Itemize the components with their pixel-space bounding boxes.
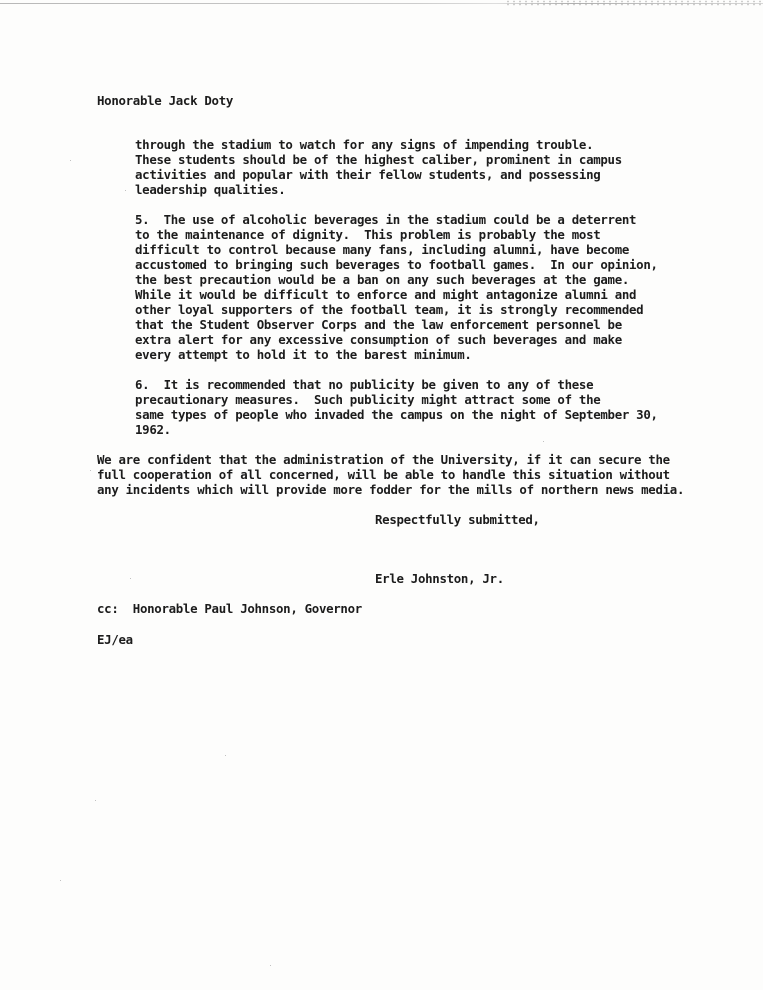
scan-speck	[70, 160, 71, 161]
scan-speck	[95, 800, 96, 801]
scan-speck	[125, 190, 126, 191]
scan-speck	[130, 578, 131, 579]
scan-edge-noise	[505, 0, 763, 6]
paragraph-6: 6. It is recommended that no publicity be given to any of these precautionary measures. Such publicity might attract some of the same types of people who invaded the campus on the night of September 30, 1962.	[135, 377, 658, 437]
sign-off: Respectfully submitted,	[375, 512, 540, 527]
scan-speck	[60, 880, 61, 881]
typist-initials: EJ/ea	[97, 632, 133, 647]
scan-speck	[225, 755, 226, 756]
cc-line: cc: Honorable Paul Johnson, Governor	[97, 601, 362, 616]
paragraph-continued: through the stadium to watch for any signs of impending trouble. These students should be of the highest caliber, prominent in campus activities and popular with their fellow students, and possessing leadership qualities.	[135, 137, 622, 197]
closing-paragraph: We are confident that the administration of the University, if it can secure the full cooperation of all concerned, will be able to handle this situation without any incidents which will provide more fodder for the mills of northern news media.	[97, 452, 685, 497]
signer-name: Erle Johnston, Jr.	[375, 571, 504, 586]
scan-speck	[543, 441, 544, 442]
paragraph-5: 5. The use of alcoholic beverages in the stadium could be a deterrent to the maintenance of dignity. This problem is probably the most difficult to control because many fans, including alumni, have become accustomed to bringing such beverages to football games. In our opinion, the best precaution would be a ban on any such beverages at the game. While it would be difficult to enforce and might antagonize alumni and other loyal supporters of the football team, it is strongly recommended that the Student Observer Corps and the law enforcement personnel be extra alert for any excessive consumption of such beverages and make every attempt to hold it to the barest minimum.	[135, 212, 658, 362]
scan-speck	[90, 470, 91, 471]
letter-salutation: Honorable Jack Doty	[97, 93, 234, 108]
scan-speck	[270, 965, 271, 966]
